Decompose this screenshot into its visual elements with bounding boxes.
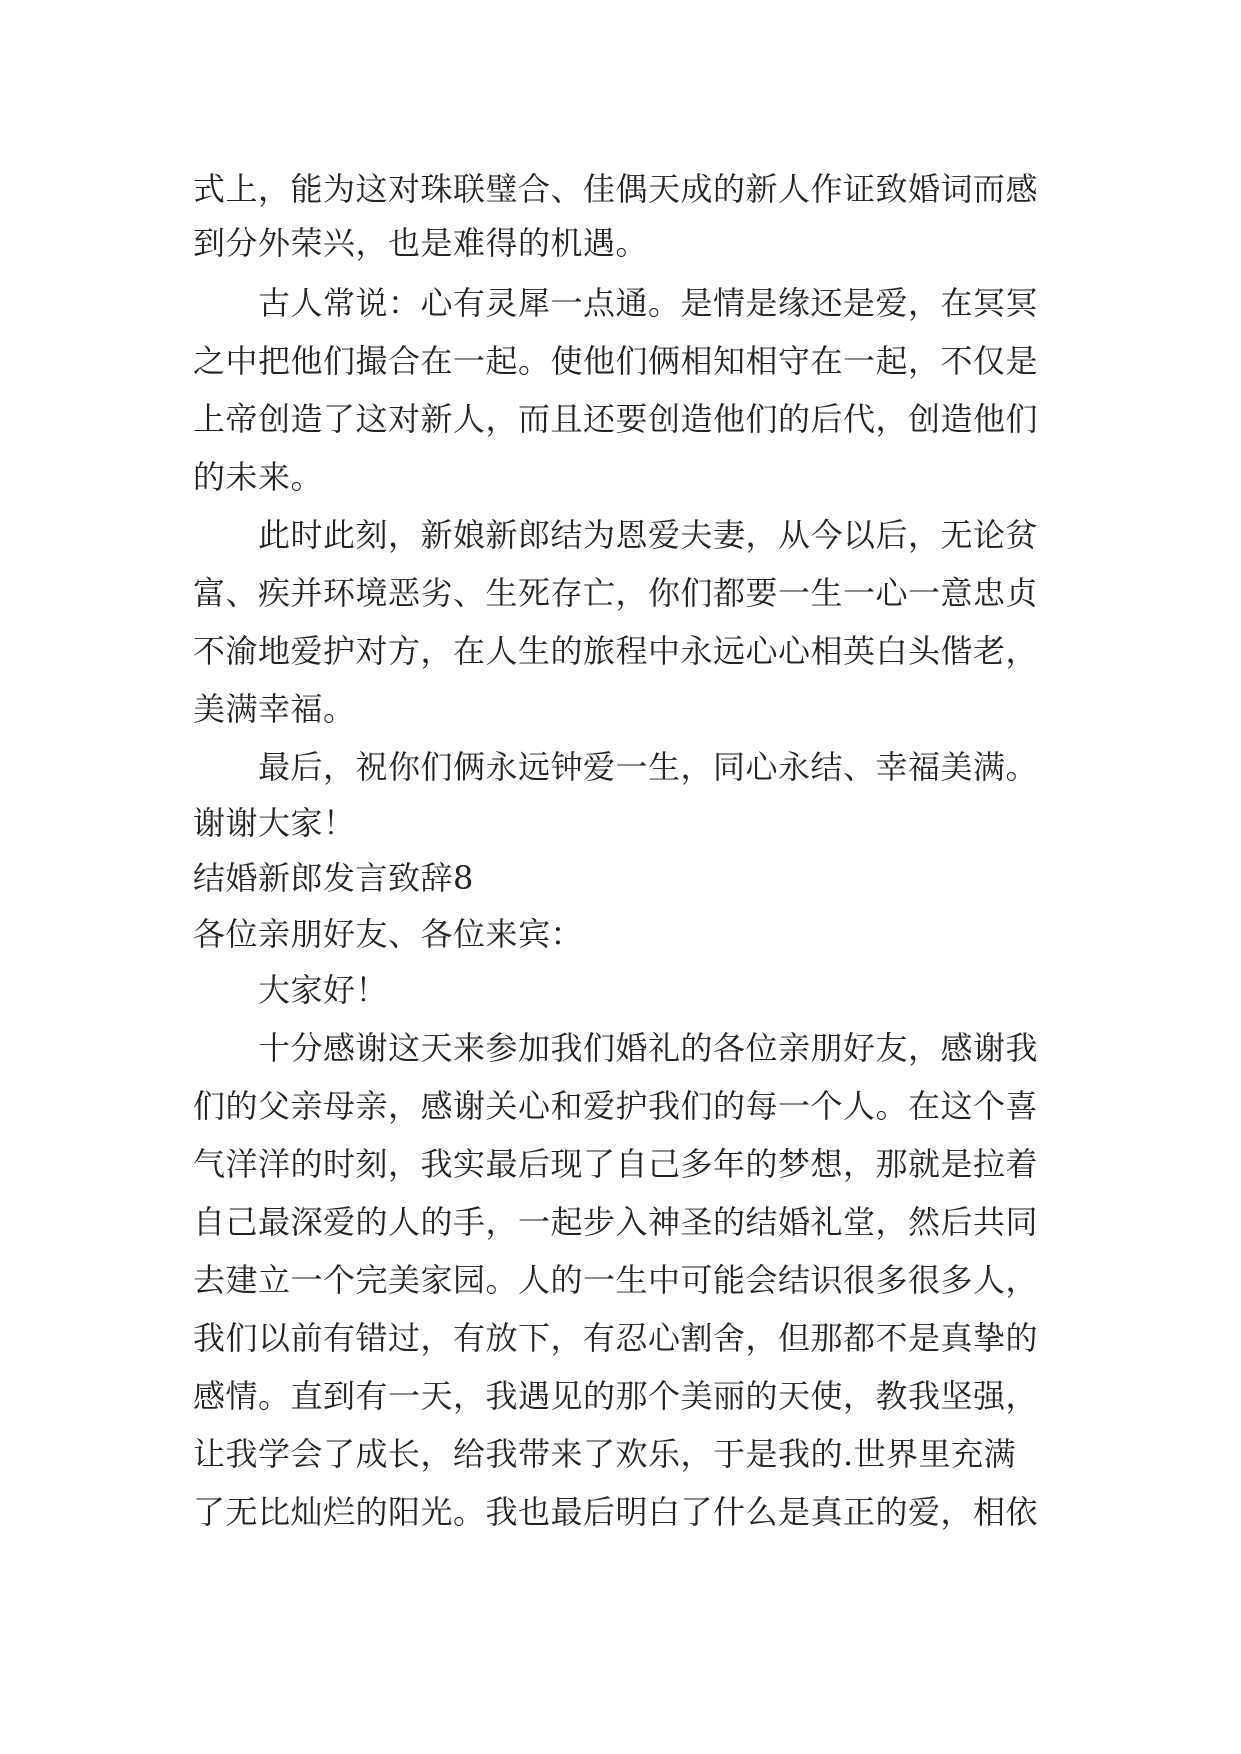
text-line: 之中把他们撮合在一起。使他们俩相知相守在一起，不仅是 (193, 342, 1039, 380)
text-line: 了无比灿烂的阳光。我也最后明白了什么是真正的爱，相依 (193, 1493, 1039, 1531)
text-line: 的未来。 (193, 458, 324, 496)
text-line: 此时此刻，新娘新郎结为恩爱夫妻，从今以后，无论贫 (258, 516, 1039, 554)
text-line: 最后，祝你们俩永远钟爱一生，同心永结、幸福美满。 (258, 748, 1039, 786)
text-line: 富、疾并环境恶劣、生死存亡，你们都要一生一心一意忠贞 (193, 574, 1039, 612)
text-line: 美满幸福。 (193, 690, 356, 728)
salutation-line: 各位亲朋好友、各位来宾： (193, 915, 584, 953)
text-line: 去建立一个完美家园。人的一生中可能会结识很多很多人， (193, 1261, 1039, 1299)
text-line: 不渝地爱护对方，在人生的旅程中永远心心相英白头偕老， (193, 632, 1039, 670)
text-line: 上帝创造了这对新人，而且还要创造他们的后代，创造他们 (193, 400, 1039, 438)
text-line: 古人常说：心有灵犀一点通。是情是缘还是爱，在冥冥 (258, 284, 1039, 322)
text-line: 感情。直到有一天，我遇见的那个美丽的天使，教我坚强， (193, 1377, 1039, 1415)
section-title: 结婚新郎发言致辞8 (193, 859, 474, 897)
text-line: 谢谢大家！ (193, 804, 356, 842)
text-line: 让我学会了成长，给我带来了欢乐，于是我的.世界里充满 (193, 1435, 1017, 1473)
text-line: 自己最深爱的人的手，一起步入神圣的结婚礼堂，然后共同 (193, 1203, 1039, 1241)
text-line: 式上，能为这对珠联璧合、佳偶天成的新人作证致婚词而感 (193, 170, 1039, 208)
text-line: 我们以前有错过，有放下，有忍心割舍，但那都不是真挚的 (193, 1319, 1039, 1357)
text-line: 们的父亲母亲，感谢关心和爱护我们的每一个人。在这个喜 (193, 1087, 1039, 1125)
text-line: 气洋洋的时刻，我实最后现了自己多年的梦想，那就是拉着 (193, 1145, 1039, 1183)
text-line: 十分感谢这天来参加我们婚礼的各位亲朋好友，感谢我 (258, 1029, 1039, 1067)
text-line: 到分外荣兴，也是难得的机遇。 (193, 224, 649, 262)
greeting-line: 大家好！ (258, 971, 389, 1009)
